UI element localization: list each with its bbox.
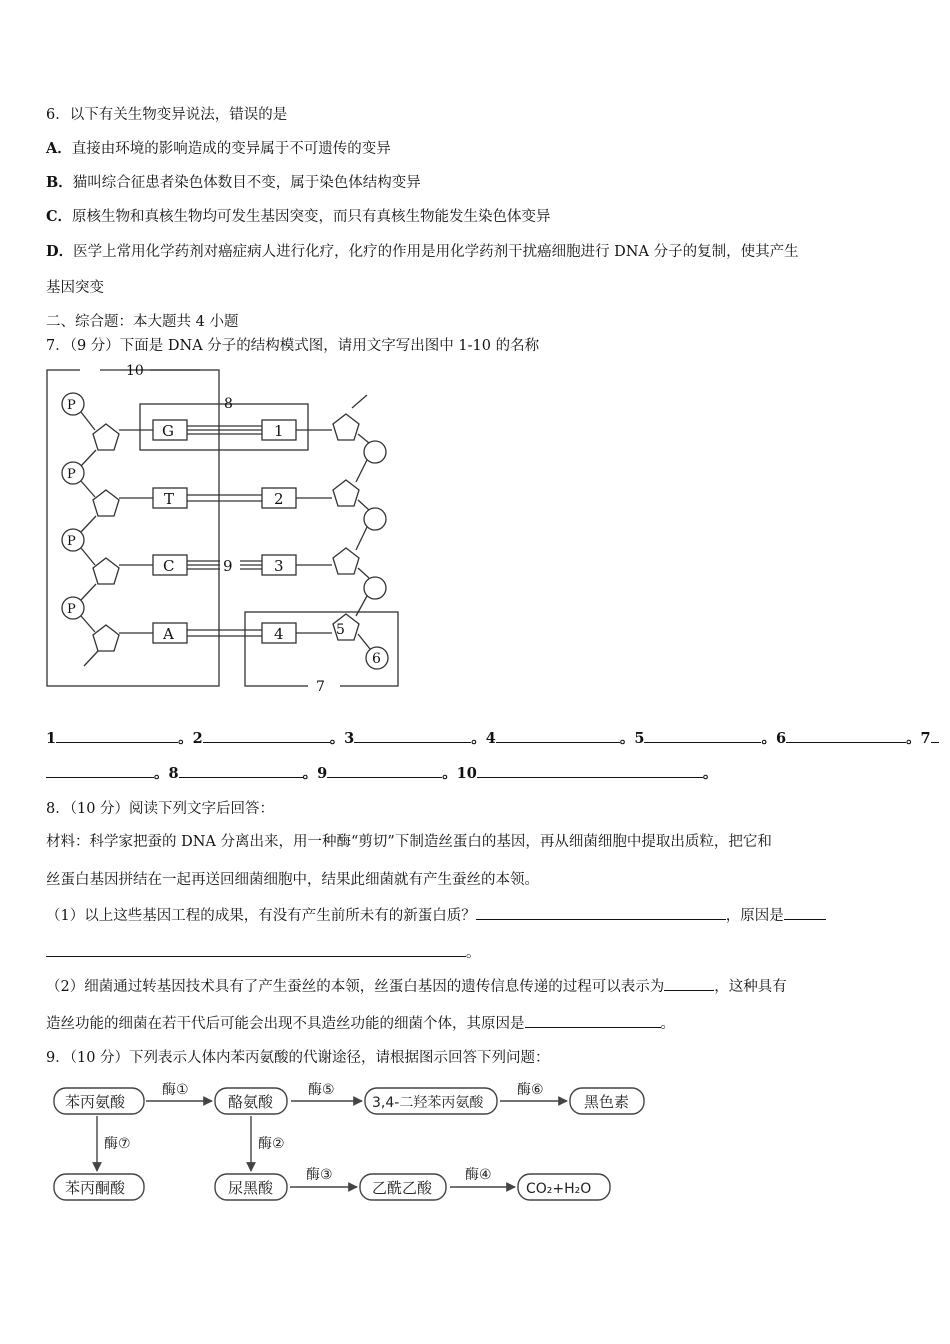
base-pairs — [119, 420, 332, 643]
q8-sub1-question: （1）以上这些基因工程的成果，有没有产生前所未有的新蛋白质？ — [46, 908, 476, 924]
enzyme-7: 酶⑦ — [104, 1136, 131, 1152]
base-4: 4 — [274, 625, 284, 643]
answer-label-2: 。2 — [178, 730, 203, 747]
enzyme-6: 酶⑥ — [517, 1082, 544, 1098]
q8-sub2 — [46, 975, 787, 996]
q6-option-d-cont: 基因突变 — [46, 280, 104, 296]
q6-option-d — [46, 240, 799, 261]
enzyme-5: 酶⑤ — [308, 1082, 335, 1098]
node-co2-h2o: CO₂+H₂O — [526, 1181, 592, 1197]
q8-blank-2-start[interactable] — [784, 905, 826, 920]
q8-sub2-question: （2）细菌通过转基因技术具有了产生蚕丝的本领，丝蛋白基因的遗传信息传递的过程可以表示为 — [46, 979, 665, 995]
base-3: 3 — [274, 557, 284, 575]
box-10 — [47, 370, 219, 686]
blank-5[interactable] — [644, 728, 761, 743]
blank-6[interactable] — [786, 728, 906, 743]
q8-blank-3[interactable] — [664, 976, 714, 991]
dna-structure-diagram — [40, 362, 410, 694]
base-t: T — [164, 490, 175, 508]
phenylalanine-metabolism-diagram — [40, 1072, 660, 1212]
phosphate-label: P — [67, 467, 76, 482]
blank-8[interactable] — [179, 763, 303, 778]
q6-stem: 6．以下有关生物变异说法，错误的是 — [46, 107, 288, 123]
blank-4[interactable] — [496, 728, 620, 743]
node-acetoacetic-acid: 乙酰乙酸 — [372, 1179, 433, 1197]
blank-1[interactable] — [56, 728, 178, 743]
label-6: 6 — [372, 651, 381, 667]
option-key: A． — [46, 140, 72, 157]
q8-material-2: 丝蛋白基因拼结在一起再送回细菌细胞中，结果此细菌就有产生蚕丝的本领。 — [46, 872, 539, 888]
blank-10[interactable] — [477, 763, 703, 778]
answer-label-1: 1 — [46, 730, 57, 747]
node-melanin: 黑色素 — [584, 1093, 630, 1111]
q8-sub2-end: 。 — [660, 1016, 675, 1032]
node-tyrosine: 酪氨酸 — [228, 1093, 274, 1111]
q8-material-1: 材料：科学家把蚕的 DNA 分离出来，用一种酶“剪切”下制造丝蛋白的基因，再从细菌细胞中提取出质粒，把它和 — [46, 834, 772, 850]
answer-label-3: 。3 — [329, 730, 355, 747]
option-text: 医学上常用化学药剂对癌症病人进行化疗，化疗的作用是用化学药剂干扰癌细胞进行 DNA 分子的复制，使其产生 — [73, 244, 799, 260]
answer-end: 。 — [702, 765, 718, 782]
q8-blank-4[interactable] — [525, 1013, 661, 1028]
option-text: 原核生物和真核生物均可发生基因突变，而只有真核生物能发生染色体变异 — [72, 209, 551, 225]
left-strand — [62, 393, 119, 666]
q7-answer-row-1 — [46, 727, 939, 748]
right-strand — [333, 395, 388, 669]
q8-blank-1[interactable] — [476, 905, 726, 920]
blank-7-start[interactable] — [931, 728, 939, 743]
option-key: B． — [46, 174, 73, 191]
q6-option-b — [46, 171, 421, 192]
option-key: D． — [46, 243, 74, 260]
base-g: G — [162, 422, 174, 440]
q7-answer-row-2 — [46, 762, 717, 783]
enzyme-1: 酶① — [162, 1082, 189, 1098]
answer-label-10: 。10 — [442, 765, 477, 782]
phosphate-label: P — [67, 398, 76, 413]
answer-label-7: 。7 — [906, 730, 931, 747]
base-2: 2 — [274, 490, 284, 508]
label-8: 8 — [224, 396, 233, 412]
q8-sub1-end: 。 — [466, 945, 481, 961]
q9-stem: 9．（10 分）下列表示人体内苯丙氨酸的代谢途径，请根据图示回答下列问题： — [46, 1050, 550, 1066]
node-dopa: 3,4-二羟苯丙氨酸 — [372, 1095, 484, 1111]
enzyme-2: 酶② — [258, 1136, 285, 1152]
blank-2[interactable] — [203, 728, 330, 743]
enzyme-4: 酶④ — [465, 1167, 492, 1183]
q7-stem: 7．（9 分）下面是 DNA 分子的结构模式图，请用文字写出图中 1-10 的名称 — [46, 338, 540, 354]
base-a: A — [163, 625, 174, 643]
q8-sub2-mid: ，这种具有 — [714, 979, 787, 995]
label-10: 10 — [126, 363, 144, 379]
node-phenylpyruvic-acid: 苯丙酮酸 — [65, 1179, 126, 1197]
base-1: 1 — [274, 422, 284, 440]
section-2-title: 二、综合题：本大题共 4 小题 — [46, 314, 239, 330]
answer-label-9: 。9 — [302, 765, 328, 782]
label-5: 5 — [336, 622, 345, 638]
q6-option-a — [46, 137, 391, 158]
q6-option-c — [46, 205, 551, 226]
q8-blank-2[interactable] — [46, 942, 466, 957]
q8-sub1 — [46, 904, 826, 925]
q8-sub1-reason: ，原因是 — [725, 908, 784, 924]
label-7: 7 — [316, 679, 325, 694]
answer-label-4: 。4 — [471, 730, 496, 747]
answer-label-8: 。8 — [154, 765, 179, 782]
phosphate-label: P — [67, 534, 76, 549]
q8-sub2-text: 造丝功能的细菌在若干代后可能会出现不具造丝功能的细菌个体，其原因是 — [46, 1016, 525, 1032]
option-text: 猫叫综合征患者染色体数目不变，属于染色体结构变异 — [72, 175, 421, 191]
node-homogentisic-acid: 尿黑酸 — [228, 1179, 274, 1197]
phosphate-label: P — [67, 602, 76, 617]
q8-sub1-cont — [46, 941, 481, 962]
enzyme-3: 酶③ — [306, 1167, 333, 1183]
option-key: C． — [46, 208, 73, 225]
blank-7[interactable] — [46, 763, 154, 778]
answer-label-5: 。5 — [619, 730, 645, 747]
base-c: C — [163, 557, 175, 575]
blank-9[interactable] — [327, 763, 442, 778]
node-phenylalanine: 苯丙氨酸 — [65, 1093, 126, 1111]
blank-3[interactable] — [354, 728, 471, 743]
q8-stem: 8．（10 分）阅读下列文字后回答： — [46, 801, 275, 817]
answer-label-6: 。6 — [761, 730, 787, 747]
label-9: 9 — [223, 557, 233, 575]
option-text: 直接由环境的影响造成的变异属于不可遗传的变异 — [71, 141, 391, 157]
q8-sub2-cont — [46, 1012, 675, 1033]
